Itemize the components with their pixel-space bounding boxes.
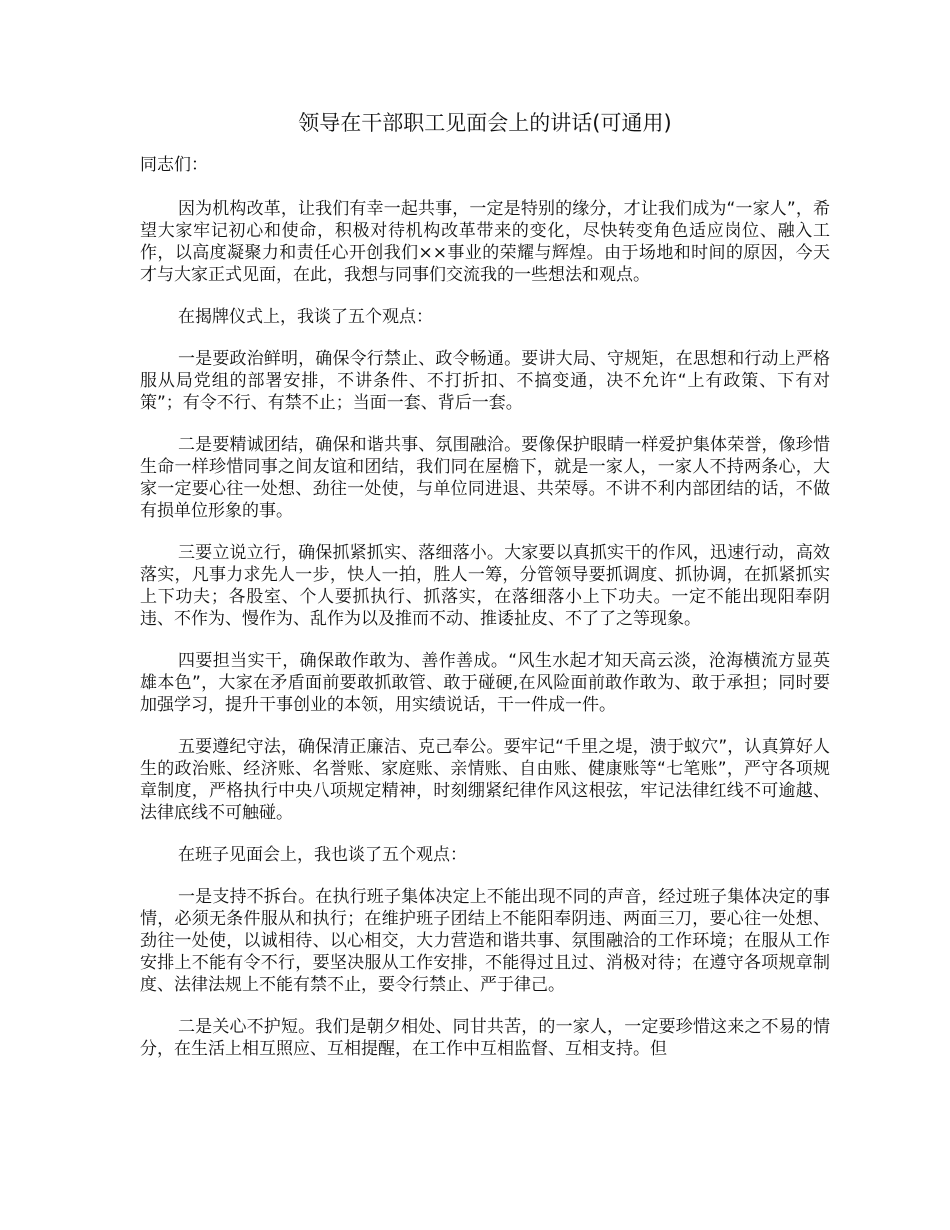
document-page bbox=[140, 108, 830, 1080]
paragraph-unveiling-intro: 在揭牌仪式上，我谈了五个观点： bbox=[178, 307, 433, 327]
document-title: 领导在干部职工见面会上的讲话(可通用) bbox=[298, 111, 672, 135]
paragraph-team-intro: 在班子见面会上，我也谈了五个观点： bbox=[178, 845, 467, 865]
paragraph-point-4: 四要担当实干，确保敢作敢为、善作善成。“风生水起才知天高云淡，沧海横流方显英雄本色”，大家在矛盾面前要敢抓敢管、敢于碰硬,在风险面前敢作敢为、敢于承担；同时要加强学习，提升干事创业的本领，用实绩说话，干一件成一件。 bbox=[140, 651, 830, 715]
salutation: 同志们： bbox=[140, 155, 208, 175]
paragraph-point-5: 五要遵纪守法，确保清正廉洁、克己奉公。要牢记“千里之堤，溃于蚁穴”，认真算好人生的政治账、经济账、名誉账、家庭账、亲情账、自由账、健康账等“七笔账”，严守各项规章制度，严格执行中央八项规定精神，时刻绷紧纪律作风这根弦，牢记法律红线不可逾越、法律底线不可触碰。 bbox=[140, 737, 830, 823]
paragraph-intro: 因为机构改革，让我们有幸一起共事，一定是特别的缘分，才让我们成为“一家人”，希望大家牢记初心和使命，积极对待机构改革带来的变化，尽快转变角色适应岗位、融入工作，以高度凝聚力和责任心开创我们××事业的荣耀与辉煌。由于场地和时间的原因，今天才与大家正式见面，在此，我想与同事们交流我的一些想法和观点。 bbox=[140, 199, 830, 285]
paragraph-point-3: 三要立说立行，确保抓紧抓实、落细落小。大家要以真抓实干的作风，迅速行动，高效落实，凡事力求先人一步，快人一拍，胜人一筹，分管领导要抓调度、抓协调，在抓紧抓实上下功夫；各股室、个人要抓执行、抓落实，在落细落小上下功夫。一定不能出现阳奉阴违、不作为、慢作为、乱作为以及推而不动、推诿扯皮、不了了之等现象。 bbox=[140, 543, 830, 629]
paragraph-team-point-1: 一是支持不拆台。在执行班子集体决定上不能出现不同的声音，经过班子集体决定的事情，必须无条件服从和执行；在维护班子团结上不能阳奉阴违、两面三刀，要心往一处想、劲往一处使，以诚相待、以心相交，大力营造和谐共事、氛围融洽的工作环境；在服从工作安排上不能有令不行，要坚决服从工作安排，不能得过且过、消极对待；在遵守各项规章制度、法律法规上不能有禁不止，要令行禁止、严于律己。 bbox=[140, 887, 830, 995]
paragraph-team-point-2: 二是关心不护短。我们是朝夕相处、同甘共苦，的一家人，一定要珍惜这来之不易的情分，在生活上相互照应、互相提醒，在工作中互相监督、互相支持。但 bbox=[140, 1017, 830, 1059]
paragraph-point-1: 一是要政治鲜明，确保令行禁止、政令畅通。要讲大局、守规矩，在思想和行动上严格服从局党组的部署安排，不讲条件、不打折扣、不搞变通，决不允许“上有政策、下有对策”；有令不行、有禁不止；当面一套、背后一套。 bbox=[140, 349, 830, 413]
paragraph-point-2: 二是要精诚团结，确保和谐共事、氛围融洽。要像保护眼睛一样爱护集体荣誉，像珍惜生命一样珍惜同事之间友谊和团结，我们同在屋檐下，就是一家人，一家人不持两条心，大家一定要心往一处想、劲往一处使，与单位同进退、共荣辱。不讲不利内部团结的话，不做有损单位形象的事。 bbox=[140, 435, 830, 521]
